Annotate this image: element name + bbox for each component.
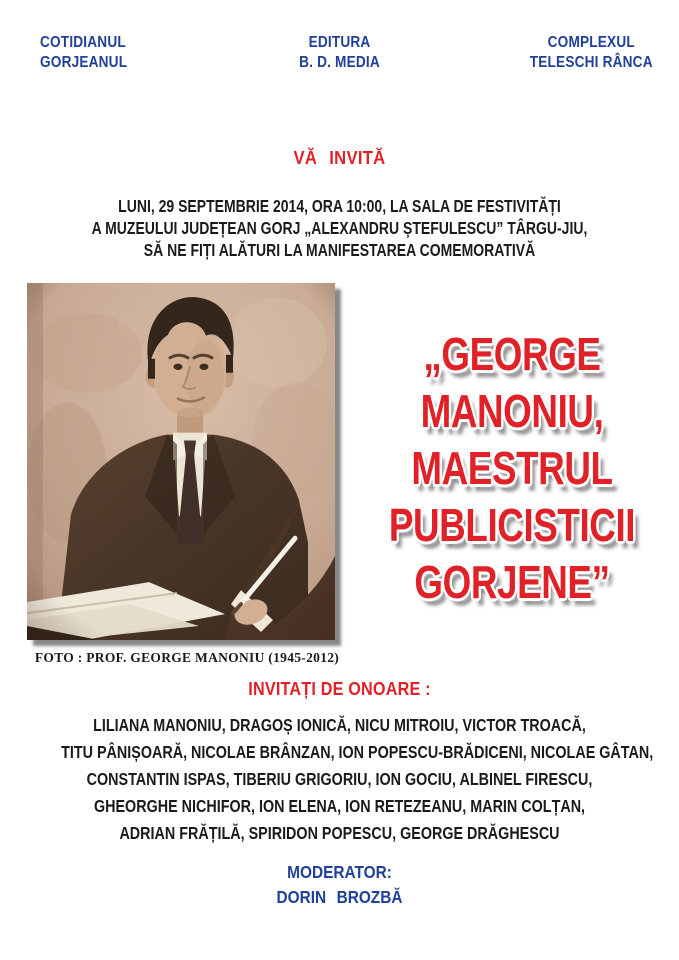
main-title-line-2: MANONIU,: [420, 385, 604, 437]
guest-names-line-2: TITU PÂNIȘOARĂ, NICOLAE BRÂNZAN, ION POPESCU-BRĂDICENI, NICOLAE GÂTAN,: [61, 742, 654, 762]
guest-names-list: [61, 712, 654, 847]
portrait-photo-illustration: [27, 283, 335, 640]
org-left-line2: GORJEANUL: [40, 54, 128, 71]
org-center-line2: B. D. MEDIA: [299, 54, 380, 71]
org-left-line1: COTIDIANUL: [40, 34, 126, 51]
guest-names-line-4: GHEORGHE NICHIFOR, ION ELENA, ION RETEZEANU, MARIN COLȚAN,: [93, 796, 586, 816]
org-right-line2: TELESCHI RÂNCA: [530, 54, 653, 71]
org-right-line1: COMPLEXUL: [547, 34, 636, 51]
main-title-line-1: „GEORGE: [423, 328, 601, 380]
main-title-line-5: GORJENE”: [414, 556, 610, 608]
org-complexul-teleschi-ranca: [530, 33, 653, 73]
moderator-label: MODERATOR:: [287, 862, 392, 882]
guest-names-line-3: CONSTANTIN ISPAS, TIBERIU GRIGORIU, ION GOCIU, ALBINEL FIRESCU,: [86, 769, 593, 789]
main-title-line-4: PUBLICISTICII: [388, 499, 636, 551]
event-line-2: A MUZEULUI JUDEȚEAN GORJ „ALEXANDRU ȘTEFULESCU” TÂRGU-JIU,: [91, 218, 588, 238]
moderator-block: [41, 860, 639, 910]
guest-names-line-1: LILIANA MANONIU, DRAGOȘ IONICĂ, NICU MITROIU, VICTOR TROACĂ,: [93, 715, 586, 735]
event-details: [68, 195, 611, 261]
guest-names-line-5: ADRIAN FRĂȚILĂ, SPIRIDON POPESCU, GEORGE DRĂGHESCU: [119, 823, 560, 843]
photo-caption: FOTO : PROF. GEORGE MANONIU (1945-2012): [34, 650, 340, 665]
guests-heading: INVITAȚI DE ONOARE :: [248, 679, 431, 699]
org-center-line1: EDITURA: [308, 34, 371, 51]
event-line-3: SĂ NE FIȚI ALĂTURI LA MANIFESTAREA COMEMORATIVĂ: [143, 240, 536, 260]
moderator-name: DORIN BROZBĂ: [276, 887, 403, 907]
invite-label: VĂ INVITĂ: [293, 147, 386, 168]
event-line-1: LUNI, 29 SEPTEMBRIE 2014, ORA 10:00, LA SALA DE FESTIVITĂȚI: [118, 196, 561, 216]
portrait-photo: [27, 283, 335, 640]
main-title: [378, 326, 645, 611]
main-title-line-3: MAESTRUL: [411, 442, 613, 494]
